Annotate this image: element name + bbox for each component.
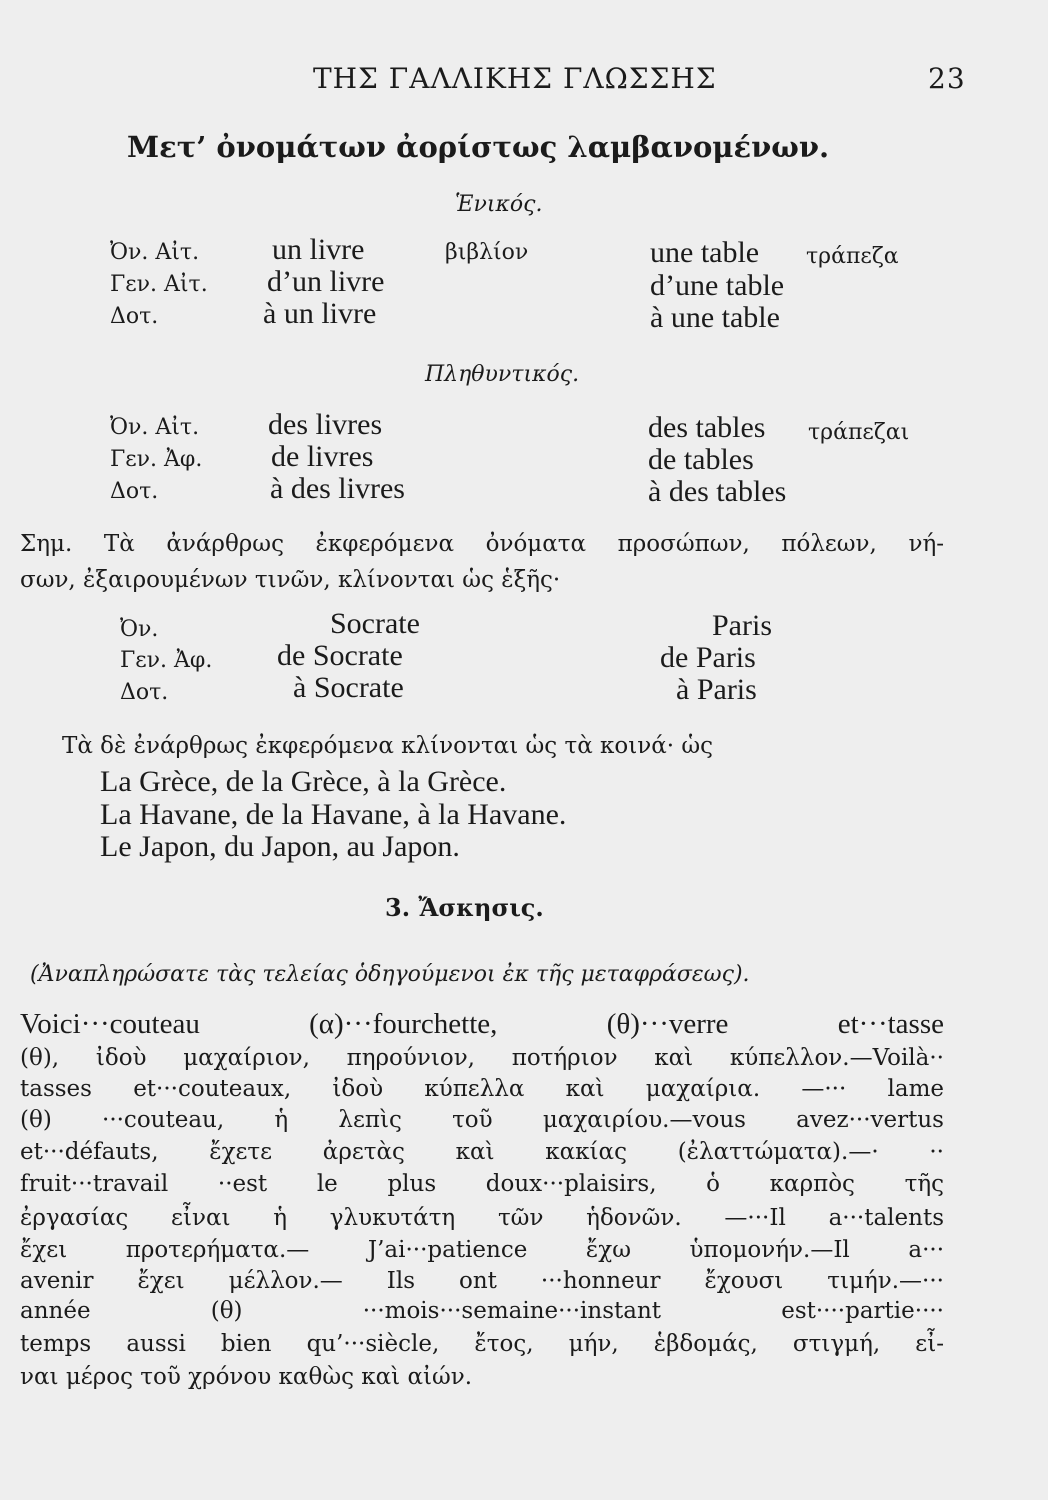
exercise-line-5: et···défauts, ἔχετε ἀρετὰς καὶ κακίας (ἐλαττώματα).—· ·· [20, 1139, 944, 1165]
exercise-line-1: Voici···couteau (α)···fourchette, (θ)···verre et···tasse [20, 1008, 944, 1040]
exercise-line-11: temps aussi bien qu’···siècle, ἔτος, μήν, ἑβδομάς, στιγμή, εἶ- [20, 1331, 944, 1357]
proper-case-1: Ὀν. [120, 617, 159, 642]
plural-left-3: à des livres [270, 472, 405, 505]
exercise-line-8: ἔχει προτερήματα.— J’ai···patience ἔχω ὑπομονήν.—Il a··· [20, 1237, 944, 1263]
proper-case-2: Γεν. Ἀφ. [120, 648, 213, 673]
plural-right-2: de tables [648, 443, 754, 476]
singular-label: Ἑνικός. [455, 192, 543, 217]
singular-case-3: Δοτ. [110, 304, 159, 329]
exercise-line-7: ἐργασίας εἶναι ἡ γλυκυτάτη τῶν ἡδονῶν. —···Il a···talents [20, 1205, 944, 1231]
proper-left-1: Socrate [330, 607, 420, 640]
plural-right-gloss-1: τράπεζαι [808, 420, 910, 445]
plural-left-1: des livres [268, 408, 383, 441]
running-header: ΤΗΣ ΓΑΛΛΙΚΗΣ ΓΛΩΣΣΗΣ [313, 62, 717, 95]
plural-right-1: des tables [648, 411, 766, 444]
plural-left-2: de livres [271, 440, 374, 473]
singular-right-2: d’une table [650, 269, 785, 302]
exercise-line-4: (θ) ···couteau, ἡ λεπὶς τοῦ μαχαιρίου.—vous avez···vertus [20, 1107, 944, 1133]
proper-right-2: de Paris [660, 641, 756, 674]
articled-intro: Τὰ δὲ ἐνάρθρως ἐκφερόμενα κλίνονται ὡς τὰ κοινά· ὡς [62, 733, 714, 759]
section-heading: Μετ’ ὀνομάτων ἀορίστως λαμβανομένων. [127, 130, 830, 164]
singular-case-1: Ὀν. Αἰτ. [110, 240, 200, 265]
plural-case-2: Γεν. Ἀφ. [110, 447, 203, 472]
articled-example-1: La Grèce, de la Grèce, à la Grèce. [100, 765, 507, 798]
exercise-line-6: fruit···travail ··est le plus doux···plaisirs, ὁ καρπὸς τῆς [20, 1171, 944, 1197]
proper-right-3: à Paris [676, 673, 757, 706]
proper-case-3: Δοτ. [120, 680, 169, 705]
plural-case-1: Ὀν. Αἰτ. [110, 415, 200, 440]
exercise-line-3: tasses et···couteaux, ἰδοὺ κύπελλα καὶ μαχαίρια. —··· lame [20, 1076, 944, 1102]
note-line-2: σων, ἐξαιρουμένων τινῶν, κλίνονται ὡς ἑξῆς· [20, 567, 561, 593]
singular-left-3: à un livre [263, 297, 377, 330]
singular-left-gloss-1: βιβλίον [445, 240, 529, 265]
singular-right-3: à une table [650, 301, 780, 334]
exercise-line-9: avenir ἔχει μέλλον.— Ils ont ···honneur ἔχουσι τιμήν.—··· [20, 1268, 944, 1294]
plural-label: Πληθυντικός. [425, 362, 580, 387]
singular-left-1: un livre [272, 233, 365, 266]
page-number: 23 [928, 62, 966, 95]
plural-right-3: à des tables [648, 475, 787, 508]
exercise-line-12: ναι μέρος τοῦ χρόνου καθὼς καὶ αἰών. [20, 1364, 473, 1390]
singular-left-2: d’un livre [267, 265, 385, 298]
exercise-line-10: année (θ) ···mois···semaine···instant est····partie···· [20, 1298, 944, 1324]
proper-left-3: à Socrate [293, 671, 404, 704]
singular-case-2: Γεν. Αἰτ. [110, 272, 208, 297]
exercise-line-2: (θ), ἰδοὺ μαχαίριον, πηρούνιον, ποτήριον καὶ κύπελλον.—Voilà·· [20, 1045, 944, 1071]
note-line-1: Σημ. Τὰ ἀνάρθρως ἐκφερόμενα ὀνόματα προσώπων, πόλεων, νή- [20, 531, 944, 557]
exercise-heading: 3. Ἄσκησις. [385, 893, 544, 922]
proper-right-1: Paris [712, 609, 772, 642]
singular-right-gloss-1: τράπεζα [806, 244, 899, 269]
singular-right-1: une table [650, 236, 760, 269]
articled-example-3: Le Japon, du Japon, au Japon. [100, 830, 460, 863]
articled-example-2: La Havane, de la Havane, à la Havane. [100, 798, 567, 831]
proper-left-2: de Socrate [277, 639, 403, 672]
exercise-instruction: (Ἀναπληρώσατε τὰς τελείας ὁδηγούμενοι ἐκ τῆς μεταφράσεως). [30, 962, 750, 987]
plural-case-3: Δοτ. [110, 479, 159, 504]
